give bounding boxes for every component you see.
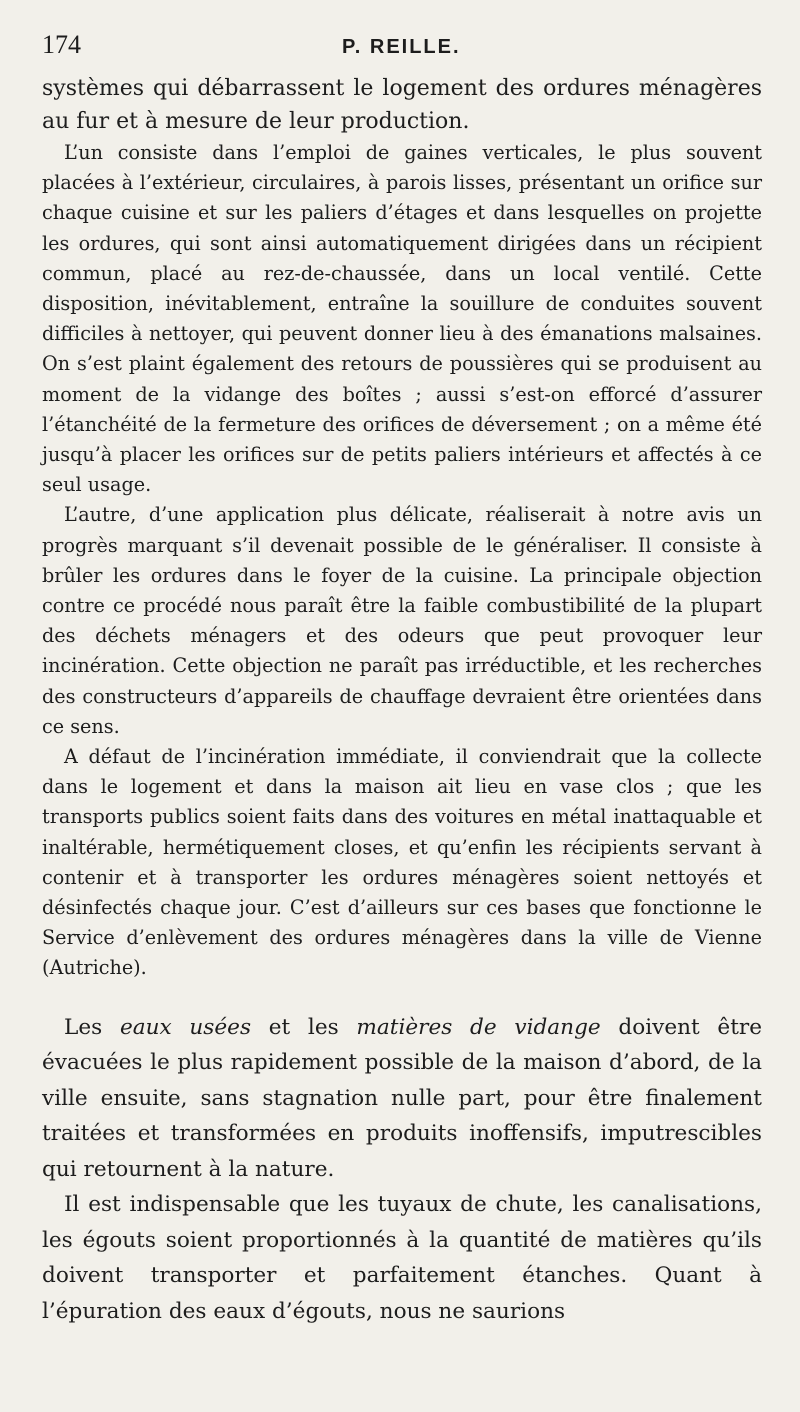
text-run: et les [251, 1014, 357, 1040]
text-run: systèmes qui débarrassent le logement des ordures ménagères au fur et à mesure de leur production. [42, 76, 762, 134]
page-header [42, 30, 762, 72]
paragraph [42, 138, 762, 500]
text-run: A défaut de l’incinération immédiate, il conviendrait que la collecte dans le logement et dans la maison ait lieu en vase clos ; que les transports publics soient faits dans des voitures en métal inattaquable et inaltérable, hermétiquement closes, et qu’enfin les récipients servant à contenir et à transporter les ordures ménagères soient nettoyés et désinfectés chaque jour. C’est d’ailleurs sur ces bases que fonctionne le Service d’enlèvement des ordures ménagères dans la ville de Vienne (Autriche). [42, 745, 762, 980]
italic-term: matières de vidange [356, 1014, 601, 1040]
italic-term: eaux usées [119, 1014, 252, 1040]
paragraph [42, 1010, 762, 1188]
running-title: P. REILLE. [342, 36, 461, 58]
paragraph [42, 72, 762, 138]
text-run: Il est indispensable que les tuyaux de chute, les canalisations, les égouts soient proportionnés à la quantité de matières qu’ils doivent transporter et parfaitement étanches. Quant à l’épuration des eaux d’égouts, nous ne saurions [42, 1192, 762, 1324]
paragraph [42, 742, 762, 984]
text-run: L’un consiste dans l’emploi de gaines verticales, le plus souvent placées à l’extérieur, circulaires, à parois lisses, présentant un orifice sur chaque cuisine et sur les paliers d’étages et dans lesquelles on projette les ordures, qui sont ainsi automatiquement dirigées dans un récipient commun, placé au rez-de-chaussée, dans un local ventilé. Cette disposition, inévitablement, entraîne la souillure de conduites souvent difficiles à nettoyer, qui peuvent donner lieu à des émanations malsaines. On s’est plaint également des retours de poussières qui se produisent au moment de la vidange des boîtes ; aussi s’est-on efforcé d’assurer l’étanchéité de la fermeture des orifices de déversement ; on a même été jusqu’à placer les orifices sur de petits paliers intérieurs et affectés à ce seul usage. [42, 141, 762, 497]
paragraph [42, 1187, 762, 1329]
text-run: L’autre, d’une application plus délicate, réaliserait à notre avis un progrès marquant s’il devenait possible de le généraliser. Il consiste à brûler les ordures dans le foyer de la cuisine. La principale objection contre ce procédé nous paraît être la faible combustibilité de la plupart des déchets ménagers et des odeurs que peut provoquer leur incinération. Cette objection ne paraît pas irréductible, et les recherches des constructeurs d’appareils de chauffage devraient être orientées dans ce sens. [42, 503, 762, 738]
text-run: doivent être évacuées le plus rapidement possible de la maison d’abord, de la ville ensuite, sans stagnation nulle part, pour être finalement traitées et transformées en produits inoffensifs, imputrescibles qui retournent à la nature. [42, 1014, 762, 1182]
paragraph [42, 500, 762, 742]
body-text-large [42, 1010, 762, 1330]
text-run: Les [64, 1014, 120, 1040]
body-text-small [42, 72, 762, 984]
page-number: 174 [42, 30, 81, 59]
